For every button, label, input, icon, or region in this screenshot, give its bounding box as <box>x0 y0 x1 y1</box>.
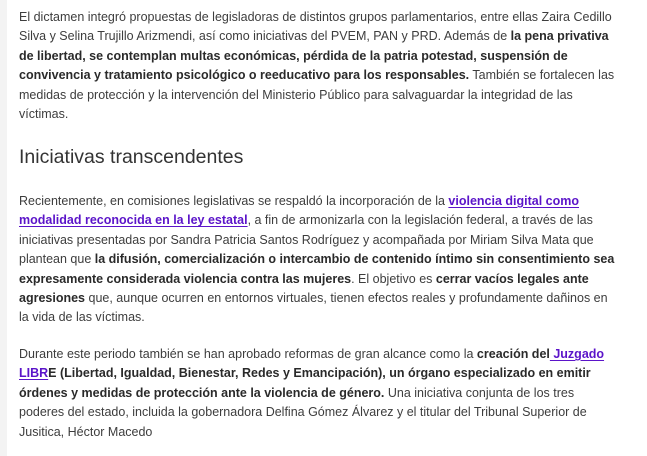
juzgado-libre-link[interactable]: LIBR <box>19 366 49 381</box>
text-line: Recientemente, en comisiones legislativas se respaldó la incorporación de la violencia digital como <box>19 194 579 208</box>
text-line <box>19 47 631 66</box>
paragraph-dictamen <box>19 8 631 124</box>
bold-text: convivencia y tratamiento psicológico o reeducativo para los responsables. <box>19 68 470 83</box>
text-line: Jusitica, Héctor Macedo <box>19 424 153 439</box>
bold-text: agresiones <box>19 290 86 305</box>
bold-text: de libertad, se contemplan multas económicas, pérdida de la patria potestad, suspensión de <box>19 48 568 63</box>
text-line: la vida de las víctimas. <box>19 310 145 325</box>
text-line: El dictamen integró propuestas de legisladoras de distintos grupos parlamentarios, entre ellas Zaira Cedillo <box>19 10 612 24</box>
text-line: Silva y Selina Trujillo Arizmendi, así como iniciativas del PVEM, PAN y PRD. Además de la pena privativa <box>19 29 609 44</box>
text-line: convivencia y tratamiento psicológico o reeducativo para los responsables. También se fortalecen las <box>19 68 615 83</box>
text-line <box>19 364 631 383</box>
text-line: órdenes y medidas de protección ante la violencia de género. Una iniciativa conjunta de los tres <box>19 385 575 400</box>
violencia-digital-link[interactable]: modalidad reconocida en la ley estatal <box>19 213 248 228</box>
violencia-digital-link[interactable]: violencia digital como <box>448 194 579 208</box>
text-line: poderes del estado, incluida la gobernadora Delfina Gómez Álvarez y el titular del Tribunal Superior de <box>19 405 587 420</box>
text-line: agresiones que, aunque ocurren en entornos virtuales, tienen efectos reales y profundamente dañinos en <box>19 290 608 305</box>
article-body <box>7 0 647 456</box>
text-line: medidas de protección y la intervención del Ministerio Público para salvaguardar la integridad de las <box>19 87 573 102</box>
paragraph-iniciativas <box>19 192 631 328</box>
bold-text: expresamente considerada violencia contra las mujeres <box>19 271 352 286</box>
juzgado-libre-link[interactable]: Juzgado <box>549 347 605 361</box>
bold-text: la difusión, comercialización o intercambio de contenido íntimo sin consentimiento sea <box>94 252 615 267</box>
paragraph-juzgado-libre <box>19 345 631 442</box>
text-line: modalidad reconocida en la ley estatal, a fin de armonizarla con la legislación federal, a través de las <box>19 213 593 228</box>
text-line: plantean que la difusión, comercialización o intercambio de contenido íntimo sin consentimiento sea <box>19 252 615 267</box>
bold-text: la pena privativa <box>510 29 609 44</box>
text-line: víctimas. <box>19 106 69 121</box>
section-heading: Iniciativas transcendentes <box>19 146 244 168</box>
text-line: Durante este periodo también se han aprobado reformas de gran alcance como la creación del Juzgado <box>19 347 605 361</box>
text-line: iniciativas presentadas por Sandra Patricia Santos Rodríguez y acompañada por Miriam Silva Mata que <box>19 232 594 247</box>
bold-text: creación del <box>476 347 550 361</box>
bold-text: cerrar vacíos legales ante <box>435 271 589 286</box>
bold-text: órdenes y medidas de protección ante la violencia de género. <box>19 385 385 400</box>
text-line: expresamente considerada violencia contra las mujeres. El objetivo es cerrar vacíos legales ante <box>19 271 589 286</box>
bold-text: E (Libertad, Igualdad, Bienestar, Redes y Emancipación), un órgano especializado en emitir <box>48 366 591 381</box>
